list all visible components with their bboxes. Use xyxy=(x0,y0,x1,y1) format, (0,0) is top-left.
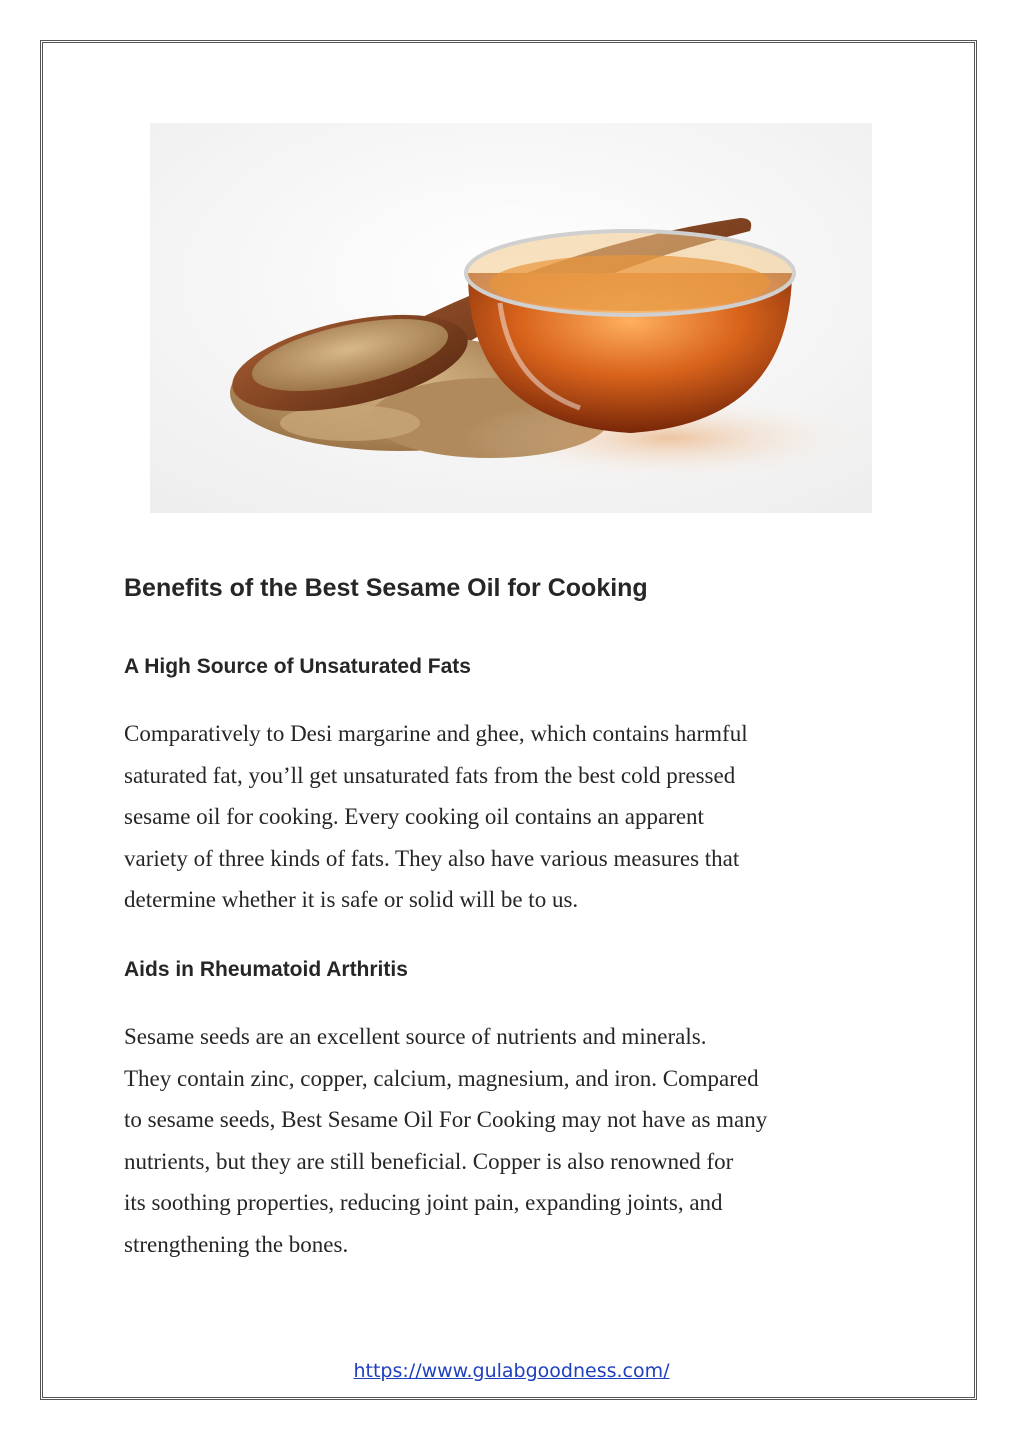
section-title: A High Source of Unsaturated Fats xyxy=(124,655,471,678)
paragraph-line: Sesame seeds are an excellent source of nutrients and minerals. xyxy=(124,1024,707,1049)
paragraph-line: its soothing properties, reducing joint pain, expanding joints, and xyxy=(124,1190,723,1215)
paragraph-line: Comparatively to Desi margarine and ghee, which contains harmful xyxy=(124,721,748,746)
paragraph-line: nutrients, but they are still beneficial. Copper is also renowned for xyxy=(124,1148,734,1174)
paragraph-line: determine whether it is safe or solid will be to us. xyxy=(124,887,579,912)
page-title: Benefits of the Best Sesame Oil for Cooking xyxy=(124,574,648,602)
section-paragraph xyxy=(124,1016,914,1265)
sesame-oil-photo xyxy=(150,123,872,513)
paragraph-line: saturated fat, you’ll get unsaturated fats from the best cold pressed xyxy=(124,762,736,788)
paragraph-line: sesame oil for cooking. Every cooking oil contains an apparent xyxy=(124,804,704,829)
paragraph-line: They contain zinc, copper, calcium, magnesium, and iron. Compared xyxy=(124,1065,759,1091)
paragraph-line: to sesame seeds, Best Sesame Oil For Cooking may not have as many xyxy=(124,1107,768,1132)
paragraph-line: variety of three kinds of fats. They also have various measures that xyxy=(124,845,740,871)
paragraph-line: strengthening the bones. xyxy=(124,1231,349,1257)
footer-website-link[interactable]: https://www.gulabgoodness.com/ xyxy=(353,1360,670,1382)
section-paragraph xyxy=(124,713,914,921)
section-title: Aids in Rheumatoid Arthritis xyxy=(124,958,408,981)
